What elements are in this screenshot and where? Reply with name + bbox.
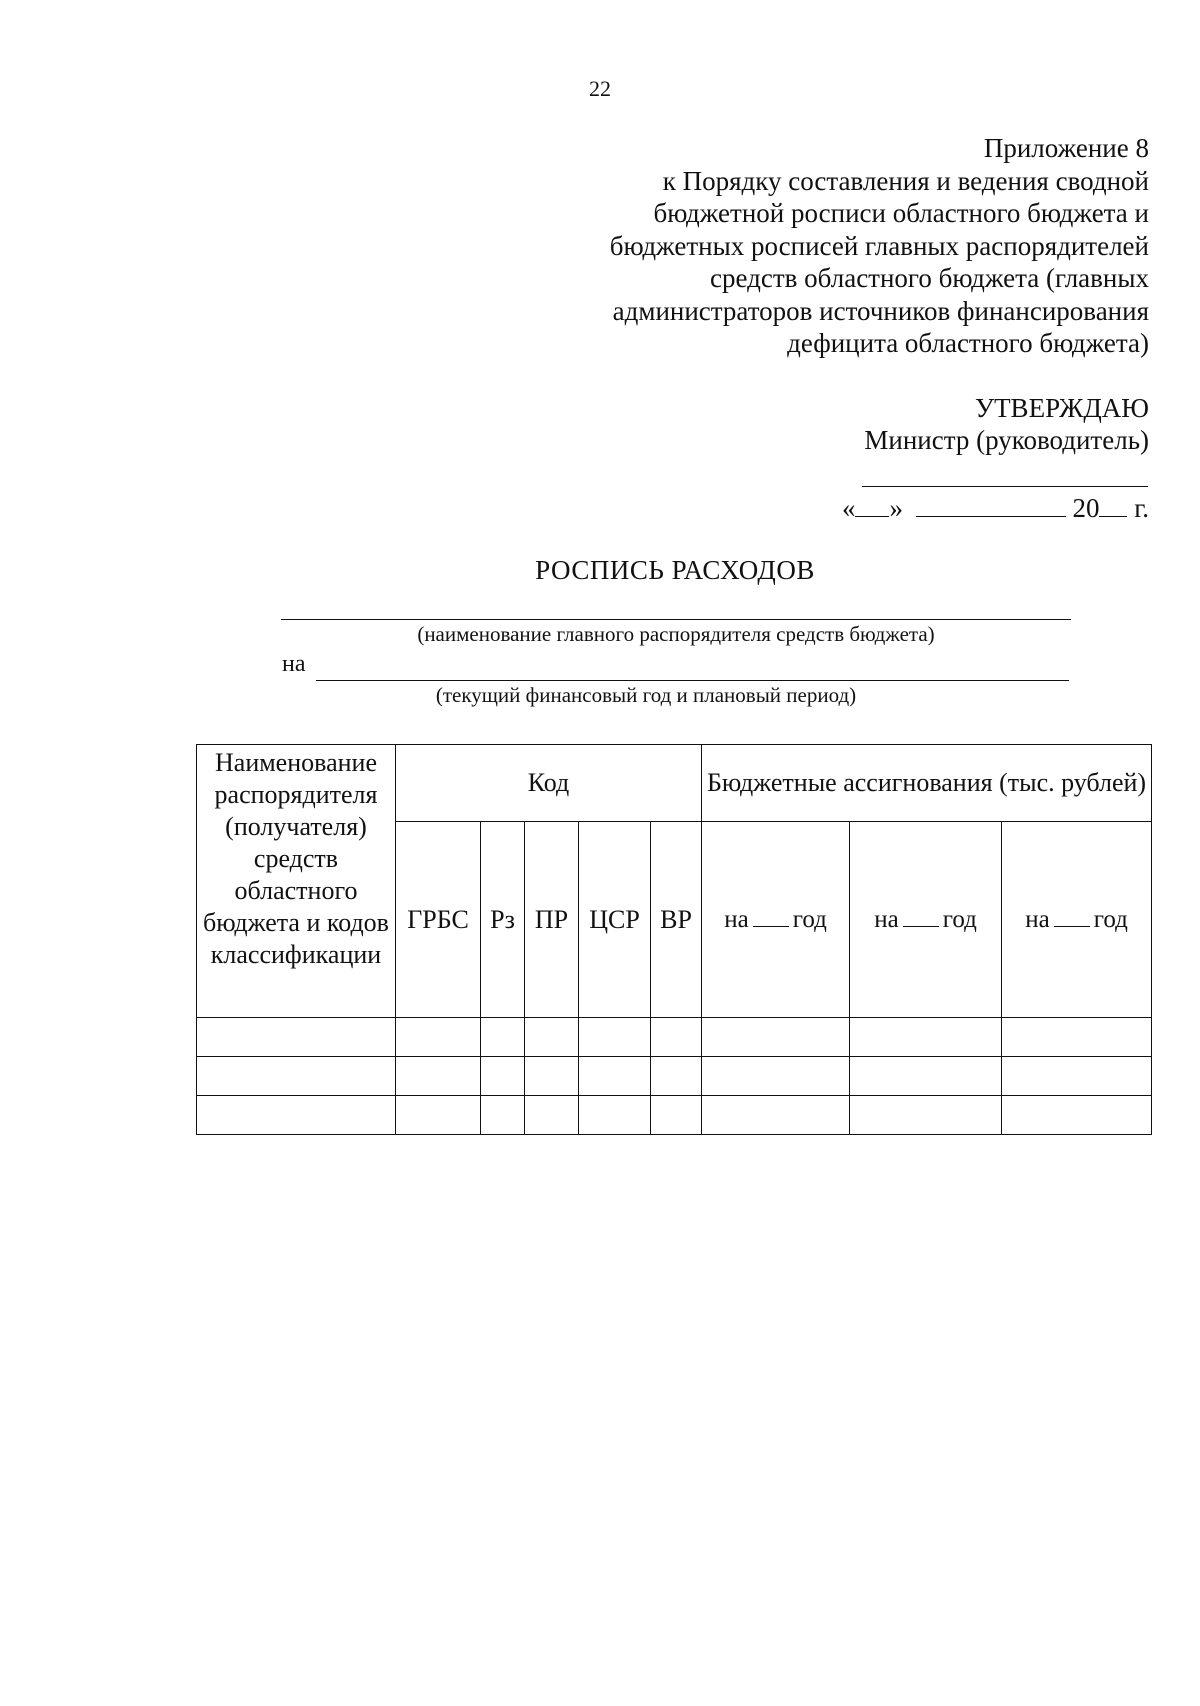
- table-cell: [579, 1057, 651, 1096]
- table-header-row: [197, 745, 1152, 822]
- table-cell: [525, 1096, 579, 1135]
- vr-column-header: ВР: [651, 822, 702, 1018]
- document-title-text: РОСПИСЬ РАСХОДОВ: [535, 555, 815, 585]
- approver-position: Министр (руководитель): [864, 425, 1149, 455]
- year-suffix: г.: [1134, 493, 1149, 523]
- table-cell: [197, 1057, 396, 1096]
- table-cell: [396, 1096, 481, 1135]
- csr-column-header: ЦСР: [579, 822, 651, 1018]
- year-column-header-1: [702, 822, 850, 1018]
- day-blank: [855, 492, 889, 517]
- year-blank: [903, 908, 939, 927]
- table-cell: [651, 1018, 702, 1057]
- expenditure-table: [196, 744, 1152, 1135]
- month-blank: [916, 492, 1066, 517]
- period-prefix: на: [282, 651, 306, 677]
- year-prefix-label: на: [874, 905, 899, 933]
- code-header: Код: [396, 745, 702, 822]
- appendix-block: [529, 132, 1149, 360]
- grbs-column-header: ГРБС: [396, 822, 481, 1018]
- table-cell: [481, 1096, 525, 1135]
- year-blank: [753, 908, 789, 927]
- table-cell: [481, 1057, 525, 1096]
- name-column-header: Наименование распорядителя (получателя) средств областного бюджета и кодов классификации: [197, 745, 396, 1018]
- period-caption: (текущий финансовый год и плановый период): [435, 683, 857, 707]
- year-column-header-3: [1002, 822, 1152, 1018]
- table-cell: [850, 1096, 1002, 1135]
- table-row: [197, 1018, 1152, 1057]
- table-cell: [850, 1057, 1002, 1096]
- date-open-quote: «: [841, 493, 856, 523]
- appendix-line: средств областного бюджета (главных: [710, 263, 1149, 293]
- table-row: [197, 1057, 1152, 1096]
- table-cell: [396, 1018, 481, 1057]
- year-suffix-label: год: [1093, 905, 1128, 933]
- table-cell: [1002, 1018, 1152, 1057]
- document-title: [0, 555, 1200, 586]
- appendix-line: бюджетной росписи областного бюджета и: [653, 198, 1149, 228]
- year-suffix-label: год: [792, 905, 827, 933]
- table-cell: [702, 1057, 850, 1096]
- table-cell: [197, 1018, 396, 1057]
- table-cell: [702, 1018, 850, 1057]
- table-row: [197, 1096, 1152, 1135]
- year-prefix-label: на: [1025, 905, 1050, 933]
- table-cell: [579, 1096, 651, 1135]
- table-cell: [702, 1096, 850, 1135]
- year-blank: [1099, 492, 1127, 517]
- approval-block: [649, 392, 1149, 456]
- table-cell: [850, 1018, 1002, 1057]
- table-cell: [396, 1057, 481, 1096]
- signature-line: [862, 486, 1148, 487]
- page-number: 22: [589, 76, 611, 101]
- distributor-underline: [281, 619, 1071, 620]
- approve-label: УТВЕРЖДАЮ: [974, 393, 1149, 423]
- appendix-line: администраторов источников финансирования: [612, 295, 1149, 326]
- approval-date: [842, 492, 1149, 524]
- table-cell: [1002, 1096, 1152, 1135]
- table-cell: [651, 1057, 702, 1096]
- appendix-line: к Порядку составления и ведения сводной: [662, 165, 1149, 196]
- table-cell: [197, 1096, 396, 1135]
- distributor-caption: (наименование главного распорядителя средств бюджета): [417, 622, 935, 646]
- table-cell: [651, 1096, 702, 1135]
- year-suffix-label: год: [942, 905, 977, 933]
- table-cell: [579, 1018, 651, 1057]
- rz-column-header: Рз: [481, 822, 525, 1018]
- year-blank: [1054, 908, 1090, 927]
- appendix-line: бюджетных росписей главных распорядителей: [609, 230, 1149, 261]
- table-cell: [1002, 1057, 1152, 1096]
- allocations-header: Бюджетные ассигнования (тыс. рублей): [702, 745, 1152, 822]
- period-underline: [316, 680, 1069, 681]
- date-close-quote: »: [889, 493, 903, 523]
- table-cell: [525, 1018, 579, 1057]
- table-cell: [481, 1018, 525, 1057]
- appendix-line: Приложение 8: [983, 133, 1149, 163]
- year-column-header-2: [850, 822, 1002, 1018]
- year-prefix-label: на: [724, 905, 749, 933]
- table-cell: [525, 1057, 579, 1096]
- pr-column-header: ПР: [525, 822, 579, 1018]
- year-prefix: 20: [1072, 493, 1100, 523]
- appendix-line: дефицита областного бюджета): [787, 328, 1149, 358]
